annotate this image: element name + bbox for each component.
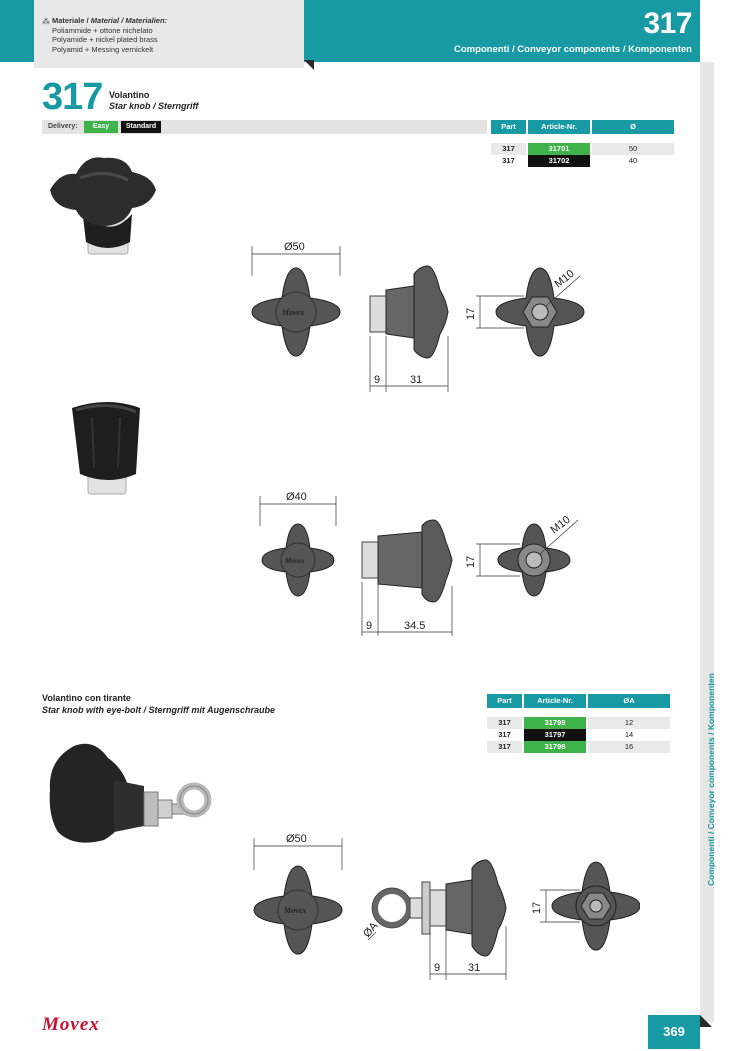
dim-thread: M10 [552, 267, 577, 291]
eye-bolt-side-view [372, 860, 506, 956]
table-row [491, 155, 676, 167]
star-knob-front-view [252, 268, 340, 356]
diameter-cell: 14 [624, 730, 634, 739]
materials-line: Polyamide + nickel plated brass [52, 35, 158, 44]
diameter-cell: 50 [592, 143, 674, 155]
article-table-1 [491, 120, 676, 167]
column-header: Ø [592, 120, 674, 134]
article-cell: 31797 [524, 729, 586, 741]
product-photo-star-knob-50 [40, 150, 160, 260]
dim-a: 9 [434, 962, 441, 974]
dim-hex: 17 [465, 307, 477, 320]
fold-corner [304, 60, 314, 70]
table-row [487, 717, 672, 729]
star-knob-front-view [262, 524, 334, 596]
dim-diameter: Ø50 [286, 833, 307, 845]
star-knob-side-view [370, 266, 448, 358]
dim-diameter: Ø50 [284, 241, 305, 253]
dim-hex: 17 [465, 555, 477, 568]
dots-icon: ⁂ [42, 17, 50, 26]
product-name-it: Volantino [109, 90, 150, 100]
section2-title-it: Volantino con tirante [42, 693, 131, 703]
dim-a: 9 [366, 620, 373, 632]
header-subtitle: Componenti / Conveyor components / Komponenten [453, 44, 692, 55]
dim-eye: ØA [361, 920, 381, 940]
dim-hex: 17 [531, 901, 543, 914]
product-number: 317 [42, 76, 103, 118]
dim-b: 31 [468, 962, 481, 974]
article-table-2 [487, 694, 672, 753]
table-row [487, 741, 672, 753]
materials-heading: Materiale / Material / Materialien: [52, 16, 168, 25]
section2-title-en-de: Star knob with eye-bolt / Sterngriff mit Augenschraube [42, 705, 276, 715]
column-header: Article-Nr. [528, 120, 590, 134]
diameter-cell: 16 [588, 741, 670, 753]
column-header: ØA [588, 694, 670, 708]
brand-mark: Movex [282, 308, 305, 317]
materials-line: Poliammide + ottone nichelato [52, 25, 153, 35]
dim-a: 9 [374, 374, 381, 386]
column-header: Part [491, 120, 526, 134]
star-knob-back-view [498, 524, 570, 596]
page-number: 369 [648, 1015, 700, 1049]
star-knob-front-view [254, 866, 342, 954]
part-cell: 317 [498, 730, 511, 739]
dim-diameter: Ø40 [286, 491, 307, 503]
dim-b: 34.5 [404, 620, 426, 632]
star-knob-side-view [362, 520, 452, 602]
part-cell: 317 [502, 156, 515, 165]
part-cell: 317 [491, 143, 526, 155]
part-cell: 317 [487, 717, 522, 729]
technical-drawing-eye-bolt [240, 826, 640, 986]
technical-drawing-50 [244, 236, 604, 396]
brand-mark: Movex [285, 557, 305, 565]
side-category-text: Componenti / Conveyor components / Komponenten [706, 673, 716, 886]
column-header: Article-Nr. [524, 694, 586, 708]
diameter-cell: 40 [628, 156, 638, 165]
column-header: Part [487, 694, 522, 708]
movex-logo: Movex [42, 1014, 100, 1035]
materials-box [34, 0, 304, 68]
dim-b: 31 [410, 374, 423, 386]
table-row [487, 729, 672, 741]
table-row [491, 143, 676, 155]
article-cell: 31701 [528, 143, 590, 155]
delivery-label: Delivery: [48, 123, 78, 130]
part-cell: 317 [487, 741, 522, 753]
article-cell: 31799 [524, 717, 586, 729]
delivery-easy-badge: Easy [84, 121, 118, 133]
diameter-cell: 12 [588, 717, 670, 729]
star-knob-back-view [552, 862, 640, 950]
article-cell: 31798 [524, 741, 586, 753]
fold-corner [700, 1015, 712, 1027]
technical-drawing-40 [244, 486, 604, 646]
product-name-en-de: Star knob / Sterngriff [109, 101, 199, 111]
materials-line: Polyamid + Messing vernickelt [52, 44, 154, 54]
brand-mark: Movex [284, 906, 307, 915]
dim-thread: M10 [548, 513, 573, 537]
product-photo-eye-bolt-knob [44, 740, 214, 850]
product-photo-star-knob-40 [62, 398, 152, 498]
delivery-standard-badge: Standard [121, 121, 161, 133]
article-cell: 31702 [528, 155, 590, 167]
header-number: 317 [643, 7, 692, 40]
